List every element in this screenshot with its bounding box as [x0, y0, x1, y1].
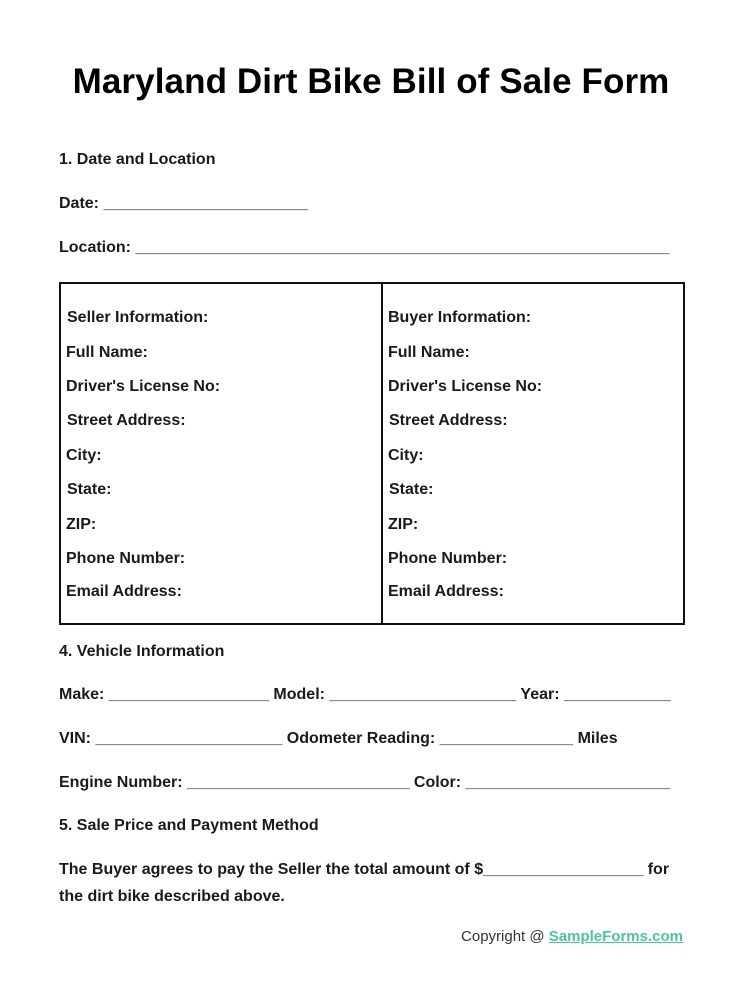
buyer-email-label: Email Address:: [388, 583, 504, 600]
buyer-phone-label: Phone Number:: [388, 550, 508, 567]
vehicle-engine-color-line: Engine Number: _________________________ Color: _______________________: [59, 774, 671, 791]
form-title: Maryland Dirt Bike Bill of Sale Form: [72, 62, 670, 101]
seller-city-label: City:: [66, 447, 102, 464]
table-divider: [381, 284, 383, 623]
buyer-state-label: State:: [389, 481, 434, 498]
seller-info-heading: Seller Information:: [67, 309, 209, 326]
buyer-zip-label: ZIP:: [388, 516, 419, 533]
section-vehicle-heading: 4. Vehicle Information: [59, 643, 225, 660]
seller-zip-label: ZIP:: [66, 516, 97, 533]
sale-price-paragraph-line2: the dirt bike described above.: [59, 888, 285, 905]
copyright-prefix: Copyright @: [461, 928, 549, 945]
section-date-location-heading: 1. Date and Location: [59, 151, 216, 168]
buyer-info-heading: Buyer Information:: [388, 309, 532, 326]
section-sale-price-heading: 5. Sale Price and Payment Method: [59, 817, 319, 834]
buyer-license-label: Driver's License No:: [388, 378, 543, 395]
seller-state-label: State:: [67, 481, 112, 498]
location-field-line: Location: ____________________________________________________________: [59, 239, 670, 256]
seller-license-label: Driver's License No:: [66, 378, 221, 395]
buyer-street-label: Street Address:: [389, 412, 508, 429]
buyer-city-label: City:: [388, 447, 424, 464]
copyright-footer: [461, 928, 683, 945]
seller-phone-label: Phone Number:: [66, 550, 186, 567]
sale-price-paragraph-line1: The Buyer agrees to pay the Seller the total amount of $__________________ for: [59, 861, 670, 878]
date-field-line: Date: _______________________: [59, 195, 309, 212]
seller-email-label: Email Address:: [66, 583, 182, 600]
seller-full-name-label: Full Name:: [66, 344, 148, 361]
brand-link[interactable]: SampleForms.com: [548, 928, 683, 945]
vehicle-vin-odometer-line: VIN: _____________________ Odometer Reading: _______________ Miles: [59, 730, 618, 747]
party-information-table: [59, 282, 685, 625]
seller-street-label: Street Address:: [67, 412, 186, 429]
buyer-full-name-label: Full Name:: [388, 344, 470, 361]
vehicle-make-model-year-line: Make: __________________ Model: _____________________ Year: ____________: [59, 686, 671, 703]
